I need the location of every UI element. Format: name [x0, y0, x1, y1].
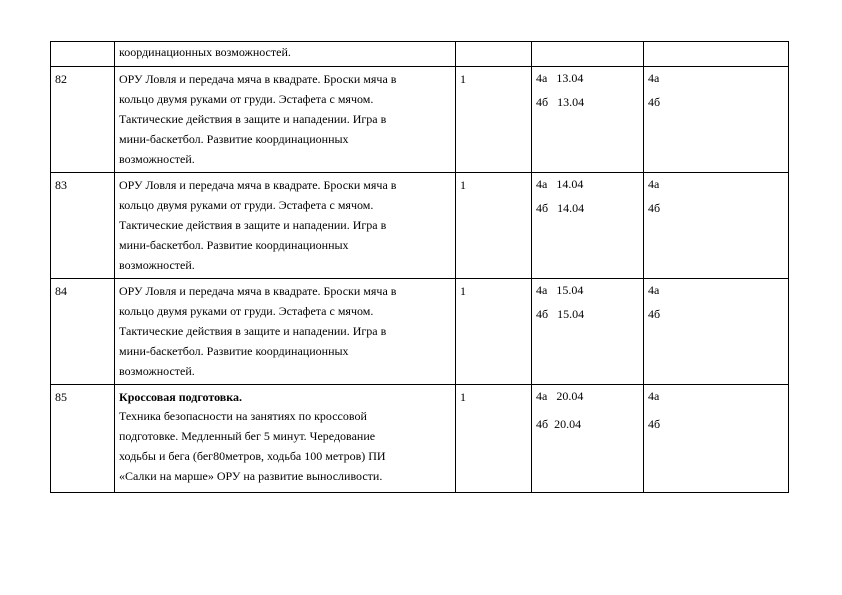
date-entry: 4а 14.04 [536, 177, 584, 191]
lesson-hours: 1 [456, 67, 532, 173]
lesson-number [51, 42, 115, 67]
lesson-hours: 1 [456, 173, 532, 279]
class-entry: 4б [648, 95, 661, 109]
lesson-classes [644, 279, 789, 385]
lesson-topic [115, 173, 456, 279]
lesson-hours: 1 [456, 279, 532, 385]
lesson-topic [115, 385, 456, 493]
lesson-plan-table [50, 41, 789, 493]
lesson-topic [115, 67, 456, 173]
lesson-dates [532, 385, 644, 493]
topic-line: ОРУ Ловля и передача мяча в квадрате. Броски мяча в [119, 284, 397, 298]
lesson-classes [644, 42, 789, 67]
lesson-number: 83 [51, 173, 115, 279]
class-entry: 4б [648, 307, 661, 321]
lesson-classes [644, 173, 789, 279]
class-entry: 4а [648, 177, 660, 191]
topic-line: ходьбы и бега (бег80метров, ходьба 100 метров) ПИ [119, 449, 386, 463]
topic-line: мини-баскетбол. Развитие координационных [119, 238, 349, 252]
topic-line: «Салки на марше» ОРУ на развитие выносливости. [119, 469, 383, 483]
date-entry: 4б 20.04 [536, 417, 582, 431]
lesson-dates [532, 67, 644, 173]
lesson-hours [456, 42, 532, 67]
date-entry: 4б 14.04 [536, 201, 585, 215]
class-entry: 4а [648, 389, 660, 403]
lesson-topic [115, 279, 456, 385]
topic-line: кольцо двумя руками от груди. Эстафета с мячом. [119, 198, 374, 212]
date-entry: 4б 13.04 [536, 95, 585, 109]
date-entry: 4а 13.04 [536, 71, 584, 85]
topic-line: кольцо двумя руками от груди. Эстафета с мячом. [119, 304, 374, 318]
date-entry: 4а 20.04 [536, 389, 584, 403]
topic-line: возможностей. [119, 152, 195, 166]
topic-line: координационных возможностей. [119, 45, 291, 59]
lesson-number: 85 [51, 385, 115, 493]
topic-line: мини-баскетбол. Развитие координационных [119, 344, 349, 358]
topic-line: возможностей. [119, 258, 195, 272]
topic-line: ОРУ Ловля и передача мяча в квадрате. Броски мяча в [119, 72, 397, 86]
table-row [51, 67, 789, 173]
topic-line: Тактические действия в защите и нападении. Игра в [119, 324, 387, 338]
lesson-dates [532, 279, 644, 385]
topic-line: Тактические действия в защите и нападении. Игра в [119, 218, 387, 232]
class-entry: 4б [648, 417, 661, 431]
class-entry: 4а [648, 71, 660, 85]
lesson-number: 84 [51, 279, 115, 385]
topic-line: Техника безопасности на занятиях по кроссовой [119, 409, 367, 423]
topic-line: возможностей. [119, 364, 195, 378]
table-row [51, 385, 789, 493]
lesson-topic [115, 42, 456, 67]
lesson-dates [532, 173, 644, 279]
topic-line: кольцо двумя руками от груди. Эстафета с мячом. [119, 92, 374, 106]
lesson-number: 82 [51, 67, 115, 173]
lesson-dates [532, 42, 644, 67]
topic-line: ОРУ Ловля и передача мяча в квадрате. Броски мяча в [119, 178, 397, 192]
date-entry: 4а 15.04 [536, 283, 584, 297]
topic-line: Тактические действия в защите и нападении. Игра в [119, 112, 387, 126]
table-row [51, 42, 789, 67]
table-row [51, 173, 789, 279]
topic-title: Кроссовая подготовка. [119, 390, 242, 404]
class-entry: 4а [648, 283, 660, 297]
topic-line: мини-баскетбол. Развитие координационных [119, 132, 349, 146]
topic-line: подготовке. Медленный бег 5 минут. Чередование [119, 429, 376, 443]
table-row [51, 279, 789, 385]
lesson-classes [644, 67, 789, 173]
date-entry: 4б 15.04 [536, 307, 585, 321]
lesson-hours: 1 [456, 385, 532, 493]
class-entry: 4б [648, 201, 661, 215]
lesson-classes [644, 385, 789, 493]
